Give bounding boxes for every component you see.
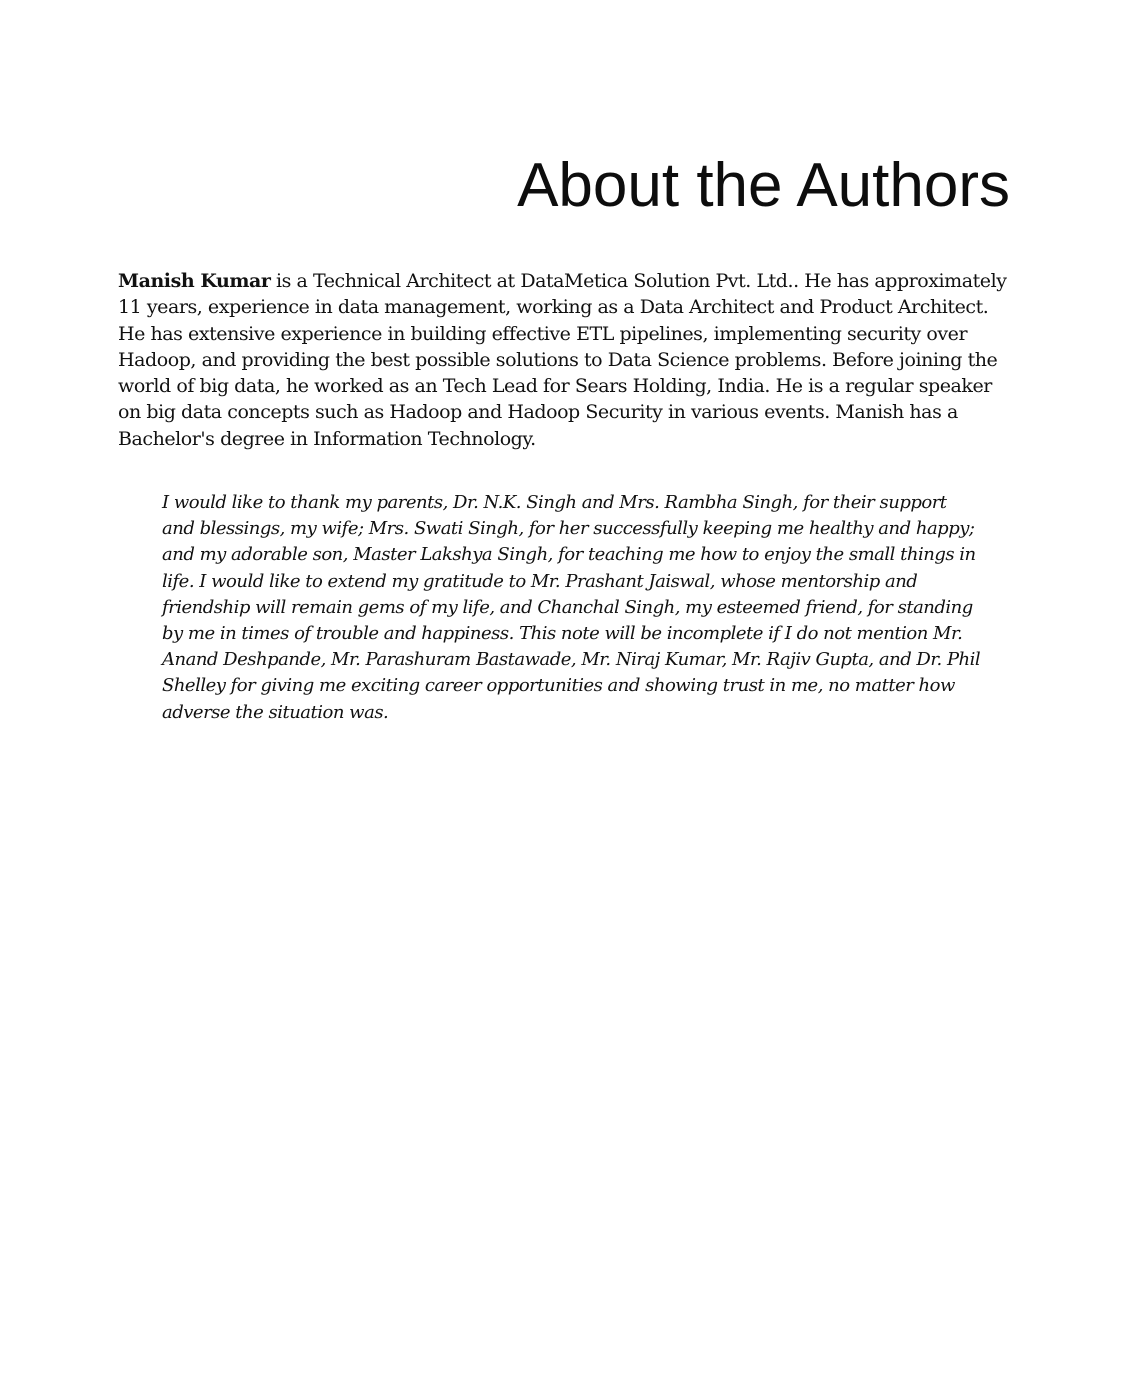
page-title: About the Authors — [517, 151, 1010, 220]
author-bio-text: is a Technical Architect at DataMetica Solution Pvt. Ltd.. He has approximately 11 years, experience in data management, working as a Data Architect and Product Architect. He has extensive experience in building effective ETL pipelines, implementing security over Hadoop, and providing the best possible solutions to Data Science problems. Before joining the world of big data, he worked as an Tech Lead for Sears Holding, India. He is a regular speaker on big data concepts such as Hadoop and Hadoop Security in various events. Manish has a Bachelor's degree in Information Technology. — [118, 270, 1007, 450]
author-name: Manish Kumar — [118, 270, 271, 292]
acknowledgement-paragraph: I would like to thank my parents, Dr. N.K. Singh and Mrs. Rambha Singh, for their support and blessings, my wife; Mrs. Swati Singh, for her successfully keeping me healthy and happy; and my adorable son, Master Lakshya Singh, for teaching me how to enjoy the small things in life. I would like to extend my gratitude to Mr. Prashant Jaiswal, whose mentorship and friendship will remain gems of my life, and Chanchal Singh, my esteemed friend, for standing by me in times of trouble and happiness. This note will be incomplete if I do not mention Mr. Anand Deshpande, Mr. Parashuram Bastawade, Mr. Niraj Kumar, Mr. Rajiv Gupta, and Dr. Phil Shelley for giving me exciting career opportunities and showing trust in me, no matter how adverse the situation was. — [162, 492, 981, 723]
author-bio-paragraph — [118, 268, 1018, 452]
